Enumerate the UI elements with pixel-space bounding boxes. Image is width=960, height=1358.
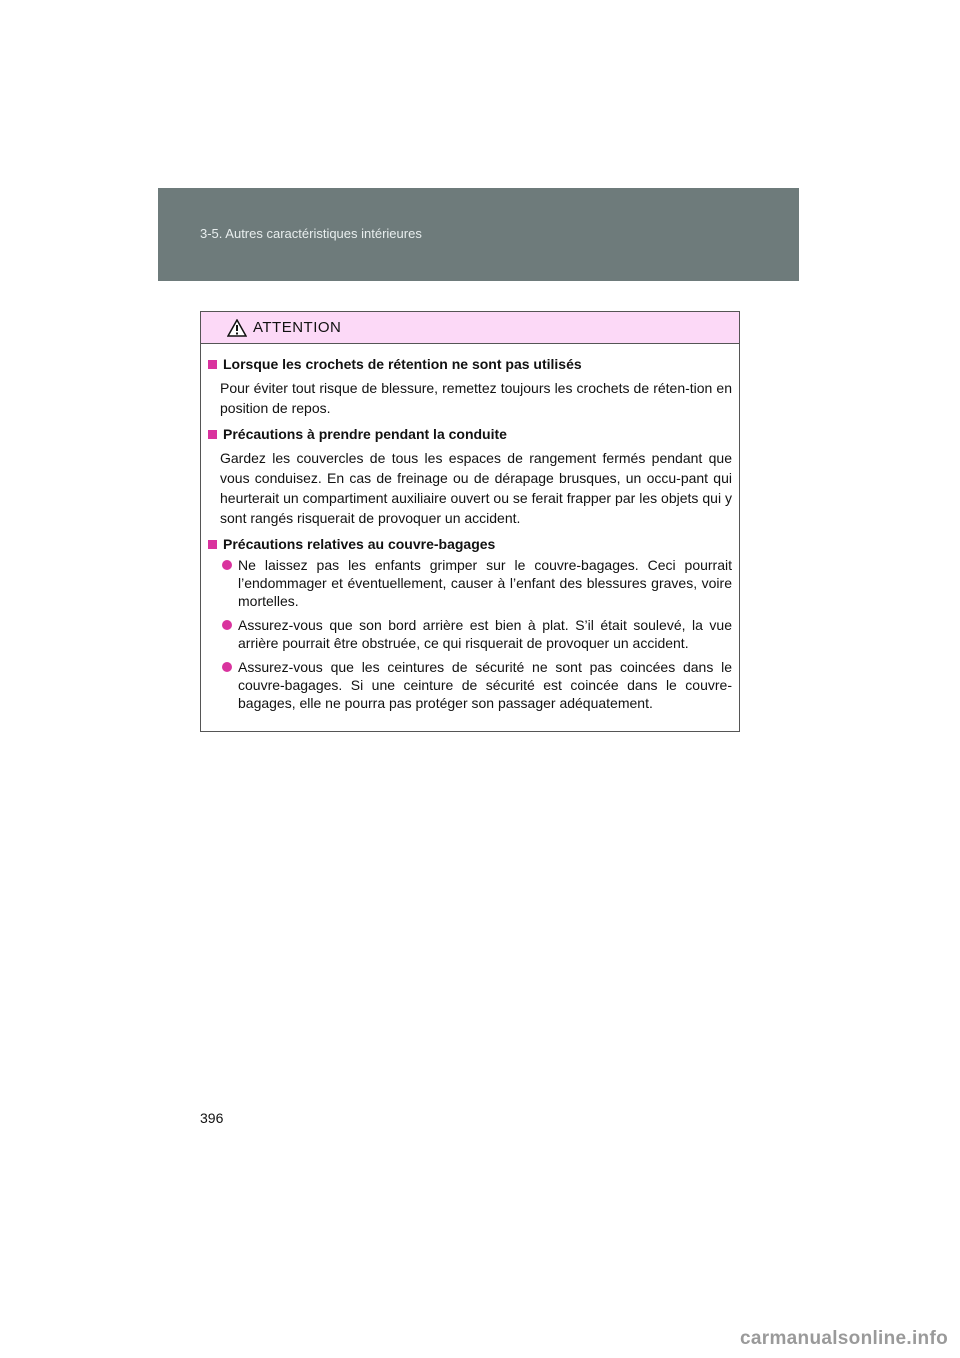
section-header-band: [158, 188, 799, 281]
caution-section: [208, 424, 732, 528]
warning-triangle-icon: [227, 319, 247, 337]
square-bullet-icon: [208, 540, 217, 549]
section-heading-text: Précautions à prendre pendant la conduite: [223, 426, 507, 442]
caution-section: [208, 354, 732, 418]
section-heading-text: Précautions relatives au couvre-bagages: [223, 536, 496, 552]
circle-bullet-icon: [222, 560, 232, 570]
section-heading: [208, 424, 732, 444]
square-bullet-icon: [208, 430, 217, 439]
circle-bullet-icon: [222, 662, 232, 672]
caution-label: ATTENTION: [253, 319, 342, 336]
list-item: [222, 556, 732, 610]
caution-box: [200, 311, 740, 732]
section-heading: [208, 534, 732, 554]
square-bullet-icon: [208, 360, 217, 369]
section-heading: [208, 354, 732, 374]
watermark: carmanualsonline.info: [740, 1328, 948, 1349]
list-item: [222, 616, 732, 652]
section-paragraph: Pour éviter tout risque de blessure, remettez toujours les crochets de réten-tion en position de repos.: [220, 380, 732, 416]
page-number: 396: [200, 1110, 224, 1126]
list-item-text: Ne laissez pas les enfants grimper sur le couvre-bagages. Ceci pourrait l’endommager et éventuellement, causer à l’enfant des blessures graves, voire mortelles.: [238, 557, 732, 609]
list-item: [222, 658, 732, 712]
caution-section: [208, 534, 732, 712]
section-heading-text: Lorsque les crochets de rétention ne sont pas utilisés: [223, 356, 582, 372]
section-paragraph: Gardez les couvercles de tous les espaces de rangement fermés pendant que vous conduisez. En cas de freinage ou de dérapage brusques, un occu-pant qui heurterait un compartiment auxiliaire ouvert ou se ferait frapper par les objets qui y sont rangés risquerait de provoquer un accident.: [220, 450, 732, 526]
caution-header: [201, 312, 739, 344]
caution-body: [201, 344, 739, 712]
circle-bullet-icon: [222, 620, 232, 630]
list-item-text: Assurez-vous que les ceintures de sécurité ne sont pas coincées dans le couvre-bagages. Si une ceinture de sécurité est coincée dans le couvre-bagages, elle ne pourra pas protéger son passager adéquatement.: [238, 659, 732, 711]
list-item-text: Assurez-vous que son bord arrière est bien à plat. S’il était soulevé, la vue arrière pourrait être obstruée, ce qui risquerait de provoquer un accident.: [238, 617, 732, 651]
section-title: 3-5. Autres caractéristiques intérieures: [200, 226, 422, 241]
